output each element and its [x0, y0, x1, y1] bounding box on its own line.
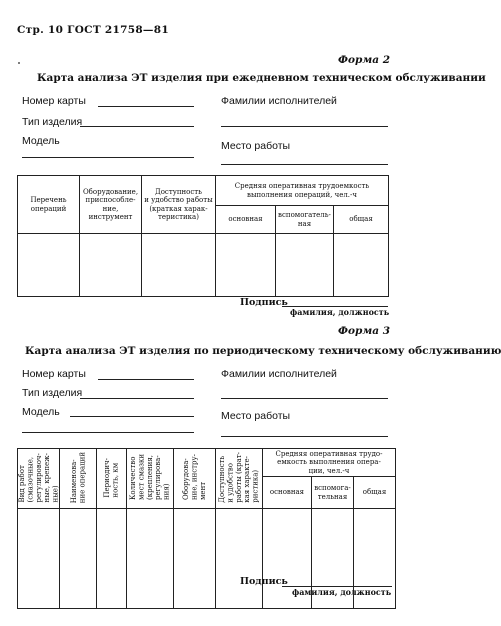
form3-executors-line[interactable] [221, 398, 388, 399]
form3-model-label: Модель [22, 406, 60, 418]
form2-cell-equipment[interactable] [80, 234, 142, 297]
form2-col-equipment: Оборудование, приспособле- ние, инструмент [80, 176, 142, 234]
form3-cell-equipment[interactable] [174, 509, 216, 609]
form2-product-type-label: Тип изделия [22, 116, 83, 128]
form3-label: Форма 3 [338, 325, 391, 337]
form3-col-main: основная [263, 477, 312, 509]
form3-signature-label: Подпись [240, 576, 288, 587]
form2-col-auxiliary: вспомогатель- ная [276, 206, 334, 234]
form3-model-line-2[interactable] [22, 432, 194, 433]
form3-cell-accessibility[interactable] [216, 509, 263, 609]
form2-table [17, 175, 389, 297]
form3-workplace-line[interactable] [221, 436, 388, 437]
form2-executors-line[interactable] [221, 126, 388, 127]
form3-col-work-type: Вид работ (смазочные, регулировоч- ные, крепеж- ные) [18, 449, 60, 509]
form3-col-periodicity: Периодич- ность, км [97, 449, 127, 509]
form2-model-label: Модель [22, 135, 60, 147]
form2-card-no-line[interactable] [98, 106, 194, 107]
form2-workplace-label: Место работы [221, 140, 291, 152]
form3-col-accessibility: Доступность и удобство работы (крат- кая характе- ристика) [216, 449, 263, 509]
form3-signature-sub: фамилия, должность [292, 587, 392, 597]
form2-col-total: общая [334, 206, 389, 234]
form2-col-accessibility: Доступность и удобство работы (краткая харак- теристика) [142, 176, 216, 234]
form3-cell-work-type[interactable] [18, 509, 60, 609]
form2-label: Форма 2 [338, 54, 391, 66]
form2-col-group-labor: Средняя оперативная трудоемкость выполнения операций, чел.-ч [216, 176, 389, 206]
form2-product-type-line[interactable] [80, 126, 194, 127]
form3-cell-periodicity[interactable] [97, 509, 127, 609]
form3-workplace-label: Место работы [221, 410, 291, 422]
form3-card-no-label: Номер карты [22, 368, 86, 380]
form3-col-points-count: Количество мест смазки (крепления, регулирова- ния) [127, 449, 174, 509]
form3-col-equipment: Оборудова- ние, инстру- мент [174, 449, 216, 509]
form2-col-operations: Перечень операций [18, 176, 80, 234]
form3-col-group-labor: Средняя оперативная трудо- емкость выполнения опера- ции, чел.-ч [263, 449, 396, 477]
form2-cell-main[interactable] [216, 234, 276, 297]
form2-cell-total[interactable] [334, 234, 389, 297]
form2-title: Карта анализа ЭТ изделия при ежедневном техническом обслуживании [37, 72, 486, 84]
form3-product-type-label: Тип изделия [22, 387, 83, 399]
form2-col-main: основная [216, 206, 276, 234]
form3-cell-points-count[interactable] [127, 509, 174, 609]
form3-title: Карта анализа ЭТ изделия по периодическому техническому обслуживанию [25, 345, 501, 357]
form3-card-no-line[interactable] [98, 379, 194, 380]
form2-cell-operations[interactable] [18, 234, 80, 297]
form3-cell-operation-name[interactable] [60, 509, 97, 609]
form2-workplace-line[interactable] [221, 164, 388, 165]
form2-signature-sub: фамилия, должность [290, 307, 390, 317]
form3-col-total: общая [354, 477, 396, 509]
form2-card-no-label: Номер карты [22, 95, 86, 107]
form3-table [17, 448, 396, 609]
form3-executors-label: Фамилии исполнителей [221, 368, 337, 380]
form2-cell-auxiliary[interactable] [276, 234, 334, 297]
page-header: Стр. 10 ГОСТ 21758—81 [17, 24, 169, 36]
form2-executors-label: Фамилии исполнителей [221, 95, 337, 107]
form2-model-line[interactable] [22, 157, 194, 158]
form3-model-line[interactable] [70, 416, 194, 417]
form2-signature-label: Подпись [240, 297, 288, 308]
form3-product-type-line[interactable] [80, 398, 194, 399]
form2-cell-accessibility[interactable] [142, 234, 216, 297]
page-mark [18, 62, 20, 64]
form3-col-operation-name: Наименова- ние операций [60, 449, 97, 509]
form3-col-auxiliary: вспомога- тельная [312, 477, 354, 509]
